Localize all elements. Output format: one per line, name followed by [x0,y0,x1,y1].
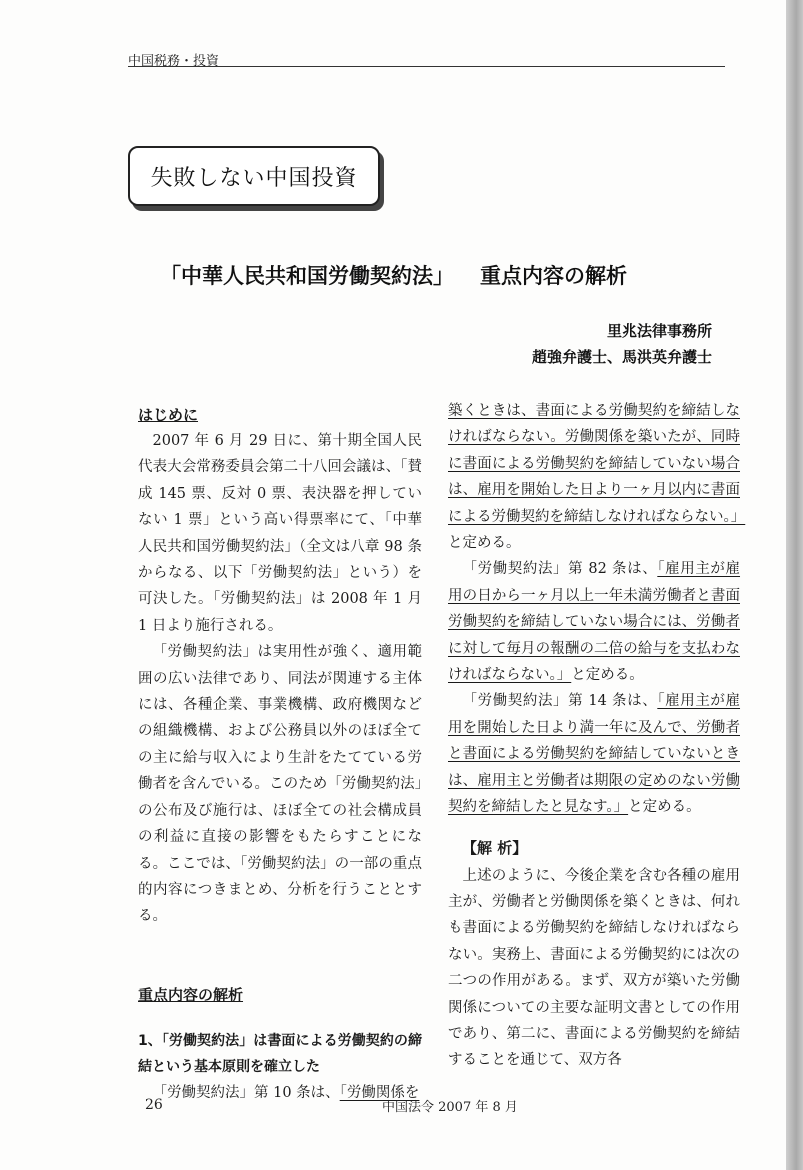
article-14-tail: と定める。 [628,799,701,816]
article-14-lead: 「労働契約法」第 14 条は、 [462,693,658,710]
author-block [532,318,712,370]
analysis-heading: 【解 析】 [462,838,528,857]
intro-paragraph-1: 2007 年 6 月 29 日に、第十期全国人民代表大会常務委員会第二十八回会議は、「賛成 145 票、反対 0 票、表決器を押していない 1 票」という高い得票率にて、「中華人民共和国労働契約法」（全文は八章 98 条からなる、以下「労働契約法」という）を可決した。「労働契約法」は 2008 年 1 月 1 日より施行される。 [138,433,422,634]
section-heading: 重点内容の解析 [138,985,244,1004]
law-firm: 里兆法律事務所 [606,322,712,340]
article-82-quote: 「雇用主が雇用の日から一ヶ月以上一年未満労働者と書面労働契約を締結していない場合には、労働者に対して毎月の報酬の二倍の給与を支払わなければならない。」 [448,561,741,684]
left-column [138,402,422,1106]
intro-paragraph-2: 「労働契約法」は実用性が強く、適用範囲の広い法律であり、同法が関連する主体には、各種企業、事業機構、政府機関などの組織機構、および公務員以外のほぼ全ての主に給与収入により生計をたてている労働者を含んでいる。このため「労働契約法」の公布及び施行は、ほぼ全ての社会構成員の利益に直接の影響をもたらすことになる。ここでは、「労働契約法」の一部の重点的内容につきまとめ、分析を行うこととする。 [138,644,422,925]
right-column [448,398,746,1074]
article-82-paragraph [448,556,740,688]
article-title [160,260,627,290]
article-82-tail: と定める。 [571,667,644,684]
article-14-quote: 「雇用主が雇用を開始した日より満一年に及んで、労働者と書面による労働契約を締結していないときは、雇用主と労働者は期限の定めのない労働契約を締結したと見なす。」 [448,693,741,816]
article-title-part1: 「中華人民共和国労働契約法」 [160,264,454,288]
subsection-heading: 1、「労働契約法」は書面による労働契約の締結という基本原則を確立した [138,1032,422,1075]
article-10-quote-start: 「労働関係を [339,1084,420,1101]
header-rule [128,66,725,67]
article-14-paragraph [448,688,740,820]
article-10-quote-end: 築くときは、書面による労働契約を締結しなければならない。労働関係を築いたが、同時に書面による労働契約を締結していない場合は、雇用を開始した日より一ヶ月以内に書面による労働契約を締結しなければならない。」 [448,403,746,525]
article-10-paragraph [138,1080,422,1106]
article-title-part2: 重点内容の解析 [480,264,627,288]
article-10-lead: 「労働契約法」第 10 条は、 [152,1084,340,1101]
series-badge: 失敗しない中国投資 [128,146,380,206]
page-edge [786,0,803,1170]
article-10-continuation [448,398,746,556]
author-names: 趙強弁護士、馬洪英弁護士 [531,348,712,366]
running-header: 中国税務・投資 [128,54,220,69]
article-10-tail: と定める。 [448,535,521,552]
analysis-paragraph: 上述のように、今後企業を含む各種の雇用主が、労働者と労働関係を築くときは、何れも書面による労働契約を締結しなければならない。実務上、書面による労働契約には次の二つの作用がある。まず、双方が築いた労働関係についての主要な証明文書としての作用であり、第二に、書面による労働契約を締結することを通じて、双方各 [448,867,740,1069]
publication-footer: 中国法令 2007 年 8 月 [382,1100,518,1115]
article-82-lead: 「労働契約法」第 82 条は、 [462,561,658,578]
intro-heading: はじめに [138,406,199,424]
page-number: 26 [145,1097,163,1113]
